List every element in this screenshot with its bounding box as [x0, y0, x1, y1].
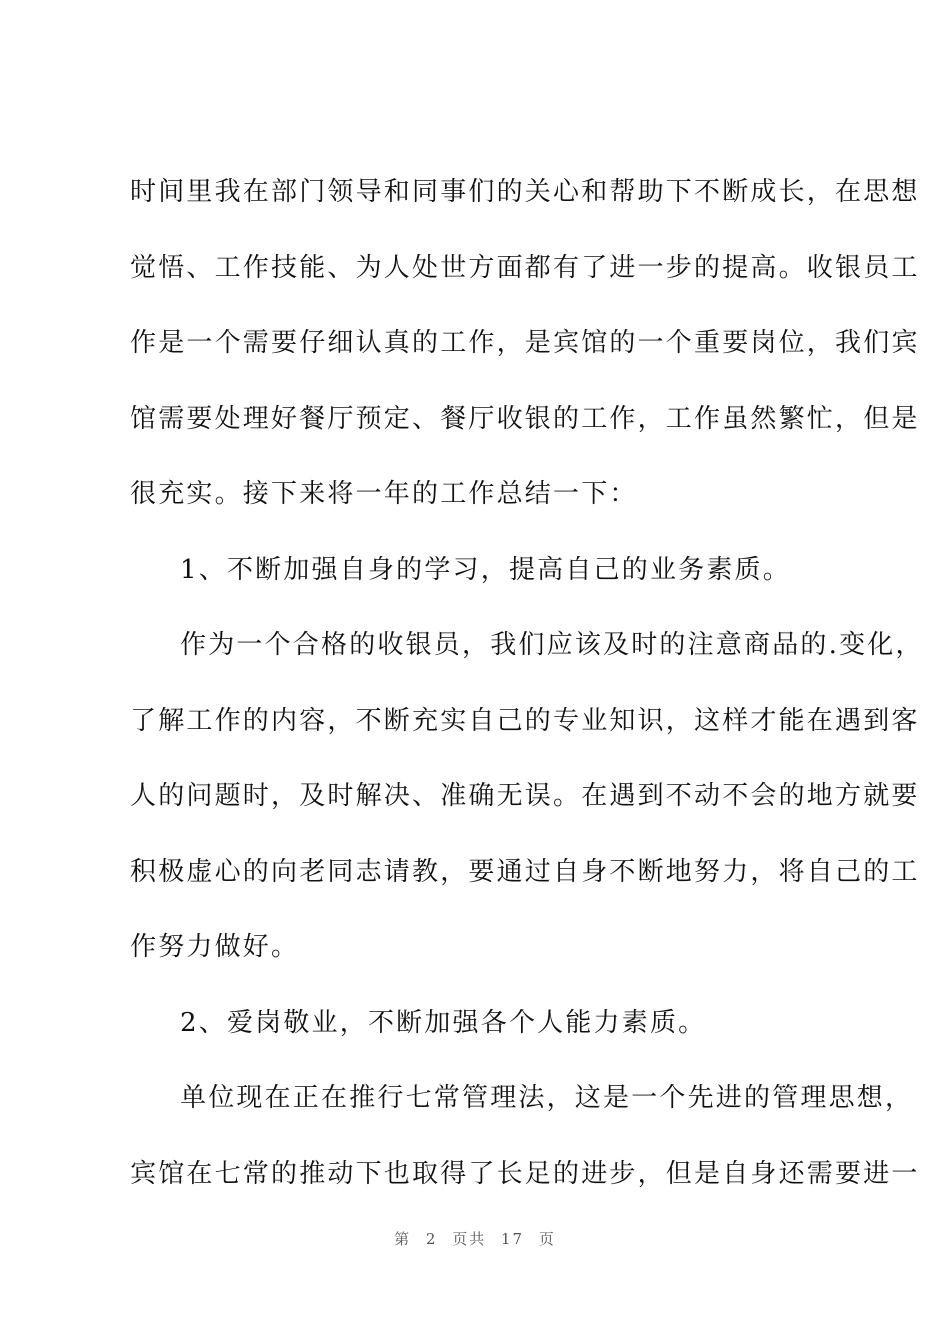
document-body [130, 162, 924, 1219]
text-line: 积极虚心的向老同志请教，要通过自身不断地努力，将自己的工 [130, 856, 920, 887]
paragraph-start: 作为一个合格的收银员，我们应该及时的注意商品的.变化， [180, 630, 924, 660]
page-footer: 第 2 页共 17 页 [394, 1230, 556, 1248]
text-line: 了解工作的内容，不断充实自己的专业知识，这样才能在遇到客 [130, 705, 920, 736]
section-heading-1: 1、不断加强自身的学习，提高自己的业务素质。 [180, 554, 791, 585]
text-line: 觉悟、工作技能、为人处世方面都有了进一步的提高。收银员工 [130, 252, 920, 283]
section-heading-2: 2、爱岗敬业，不断加强各个人能力素质。 [180, 1007, 707, 1038]
text-line: 馆需要处理好餐厅预定、餐厅收银的工作，工作虽然繁忙，但是 [130, 403, 920, 434]
text-line: 时间里我在部门领导和同事们的关心和帮助下不断成长，在思想 [130, 177, 920, 207]
text-line: 人的问题时，及时解决、准确无误。在遇到不动不会的地方就要 [130, 781, 920, 811]
paragraph-start: 单位现在正在推行七常管理法，这是一个先进的管理思想， [180, 1083, 914, 1113]
text-line: 作努力做好。 [130, 932, 300, 962]
text-line: 宾馆在七常的推动下也取得了长足的进步，但是自身还需要进一 [130, 1158, 920, 1189]
text-line: 作是一个需要仔细认真的工作，是宾馆的一个重要岗位，我们宾 [130, 328, 920, 358]
text-line: 很充实。接下来将一年的工作总结一下： [130, 479, 638, 509]
